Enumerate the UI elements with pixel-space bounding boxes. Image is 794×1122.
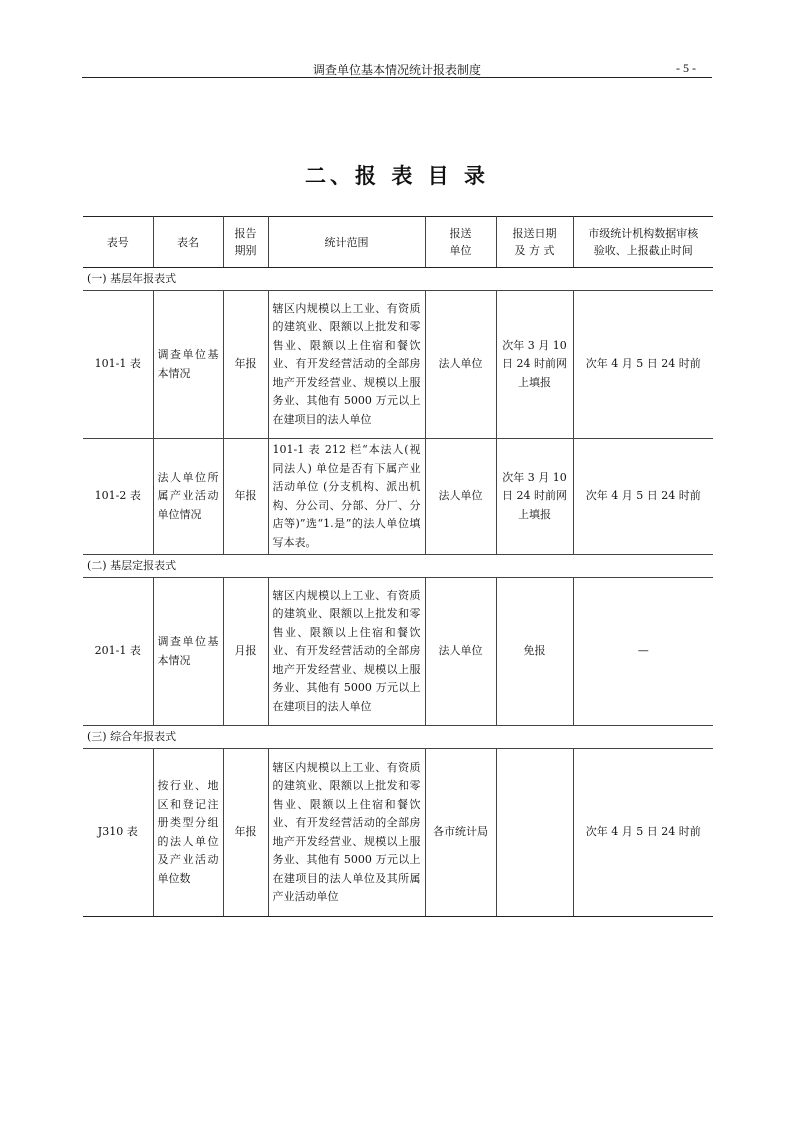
table-deadline: 次年 4 月 5 日 24 时前 [573,291,713,439]
table-row [83,291,713,439]
table-date: 次年 3 月 10 日 24 时前网上填报 [496,291,573,439]
page-number: - 5 - [676,61,696,75]
col-header-code: 表号 [83,217,153,268]
table-period: 月报 [223,578,268,726]
group-label: (三) 综合年报表式 [83,726,713,749]
table-code: J310 表 [83,749,153,917]
table-scope: 101-1 表 212 栏“本法人(视同法人) 单位是否有下属产业活动单位 (分支机构、派出机构、分公司、分部、分厂、分店等)”选“1.是”的法人单位填写本表。 [268,439,425,555]
group-label: (一) 基层年报表式 [83,268,713,291]
report-catalog-table [83,216,713,917]
table-unit: 法人单位 [425,291,496,439]
group-row [83,555,713,578]
table-name: 调查单位基本情况 [153,291,223,439]
table-code: 201-1 表 [83,578,153,726]
table-code: 101-2 表 [83,439,153,555]
col-header-unit: 报送 单位 [425,217,496,268]
col-header-deadline: 市级统计机构数据审核 验收、上报截止时间 [573,217,713,268]
table-scope: 辖区内规模以上工业、有资质的建筑业、限额以上批发和零售业、限额以上住宿和餐饮业、有开发经营活动的全部房地产开发经营业、规模以上服务业、其他有 5000 万元以上在建项目的法人单位 [268,291,425,439]
table-unit: 法人单位 [425,439,496,555]
col-header-scope: 统计范围 [268,217,425,268]
running-header-title: 调查单位基本情况统计报表制度 [312,63,481,77]
section-title: 二、报 表 目 录 [305,164,489,188]
table-row [83,749,713,917]
table-date: 次年 3 月 10 日 24 时前网上填报 [496,439,573,555]
table-code: 101-1 表 [83,291,153,439]
col-header-date: 报送日期 及 方 式 [496,217,573,268]
table-header-row [83,217,713,268]
table-date [496,749,573,917]
table-name: 按行业、地区和登记注册类型分组的法人单位及产业活动单位数 [153,749,223,917]
group-row [83,726,713,749]
col-header-period: 报告 期别 [223,217,268,268]
table-unit: 法人单位 [425,578,496,726]
group-label: (二) 基层定报表式 [83,555,713,578]
group-row [83,268,713,291]
table-name: 调查单位基本情况 [153,578,223,726]
table-row [83,439,713,555]
table-period: 年报 [223,439,268,555]
table-name: 法人单位所属产业活动单位情况 [153,439,223,555]
table-deadline: 次年 4 月 5 日 24 时前 [573,749,713,917]
table-row [83,578,713,726]
table-unit: 各市统计局 [425,749,496,917]
col-header-name: 表名 [153,217,223,268]
table-period: 年报 [223,749,268,917]
table-date: 免报 [496,578,573,726]
table-period: 年报 [223,291,268,439]
header-divider [82,77,712,78]
table-deadline: 次年 4 月 5 日 24 时前 [573,439,713,555]
table-scope: 辖区内规模以上工业、有资质的建筑业、限额以上批发和零售业、限额以上住宿和餐饮业、有开发经营活动的全部房地产开发经营业、规模以上服务业、其他有 5000 万元以上在建项目的法人单位 [268,578,425,726]
table-deadline: — [573,578,713,726]
table-scope: 辖区内规模以上工业、有资质的建筑业、限额以上批发和零售业、限额以上住宿和餐饮业、有开发经营活动的全部房地产开发经营业、规模以上服务业、其他有 5000 万元以上在建项目的法人单位及其所属产业活动单位 [268,749,425,917]
